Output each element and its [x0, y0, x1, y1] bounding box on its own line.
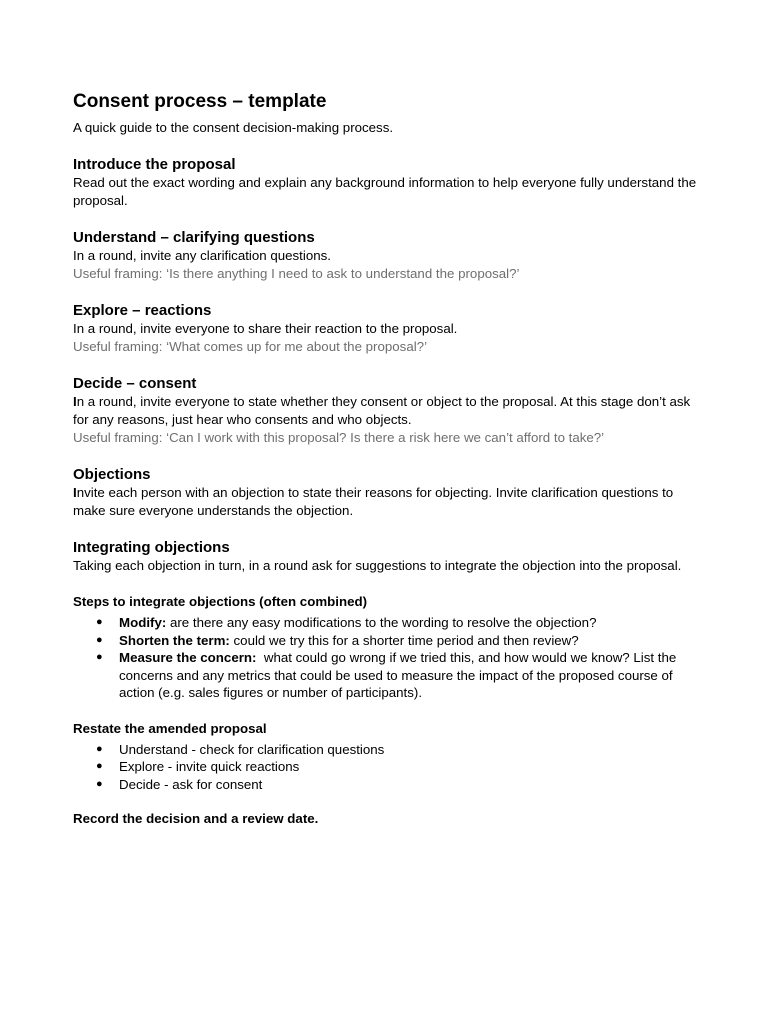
section-body	[73, 393, 708, 429]
list-item	[96, 776, 708, 794]
section-understand	[73, 228, 708, 283]
steps-heading: Steps to integrate objections (often combined)	[73, 594, 368, 609]
section-heading: Understand – clarifying questions	[73, 229, 315, 246]
section-body-text: nvite each person with an objection to state their reasons for objecting. Invite clarification questions to make sure everyone understands the objection.	[73, 485, 674, 518]
section-body: Taking each objection in turn, in a round ask for suggestions to integrate the objection into the proposal.	[73, 558, 682, 573]
section-body	[73, 484, 708, 520]
section-explore	[73, 301, 708, 356]
section-decide	[73, 374, 708, 447]
restate-heading: Restate the amended proposal	[73, 720, 267, 736]
step-text: what could go wrong if we tried this, and how would we know? List the concerns and any metrics that could be used to measure the impact of the proposed course of action (e.g. sales figures or number of participants).	[119, 650, 680, 700]
drop-letter: I	[73, 394, 77, 409]
section-heading: Explore – reactions	[73, 302, 212, 319]
section-body: In a round, invite any clarification questions.	[73, 248, 331, 263]
section-heading: Introduce the proposal	[73, 156, 236, 173]
drop-letter: I	[73, 485, 77, 500]
steps-block	[73, 593, 708, 702]
useful-framing: Useful framing: ‘Is there anything I need to ask to understand the proposal?’	[73, 266, 520, 281]
list-item	[96, 632, 708, 650]
bullet-icon: ●	[96, 777, 103, 790]
useful-framing: Useful framing: ‘What comes up for me about the proposal?’	[73, 339, 428, 354]
steps-list	[73, 614, 708, 702]
section-objections	[73, 465, 708, 520]
list-item	[96, 614, 708, 632]
intro-text: A quick guide to the consent decision-making process.	[73, 120, 394, 135]
section-heading: Decide – consent	[73, 375, 197, 392]
closing-note: Record the decision and a review date.	[73, 811, 319, 826]
bullet-icon: ●	[96, 651, 103, 663]
step-text: could we try this for a shorter time period and then review?	[229, 632, 579, 648]
useful-framing: Useful framing: ‘Can I work with this proposal? Is there a risk here we can’t afford to take?’	[73, 430, 605, 445]
step-label: Shorten the term:	[119, 632, 230, 648]
restate-block	[73, 720, 708, 794]
restate-item-text: Understand - check for clarification questions	[119, 741, 385, 757]
step-label: Modify:	[119, 615, 167, 630]
restate-item-text: Decide - ask for consent	[119, 776, 263, 792]
step-text: are there any easy modifications to the wording to resolve the objection?	[166, 615, 597, 630]
restate-list	[73, 741, 708, 794]
bullet-icon: ●	[96, 633, 103, 646]
section-heading: Integrating objections	[73, 539, 230, 556]
section-body: In a round, invite everyone to share their reaction to the proposal.	[73, 321, 458, 336]
section-heading: Objections	[73, 466, 151, 483]
section-introduce	[73, 155, 708, 210]
page-title: Consent process – template	[73, 91, 327, 112]
bullet-icon: ●	[96, 760, 103, 772]
step-label: Measure the concern:	[119, 650, 257, 665]
restate-item-text: Explore - invite quick reactions	[119, 759, 300, 774]
list-item	[96, 758, 708, 776]
bullet-icon: ●	[96, 742, 103, 755]
section-body-text: n a round, invite everyone to state whether they consent or object to the proposal. At this stage don’t ask for any reasons, just hear who consents and who objects.	[73, 394, 691, 427]
bullet-icon: ●	[96, 616, 103, 628]
list-item	[96, 649, 708, 702]
section-integrating	[73, 538, 708, 575]
list-item	[96, 741, 708, 759]
section-body: Read out the exact wording and explain any background information to help everyone fully understand the proposal.	[73, 175, 697, 208]
